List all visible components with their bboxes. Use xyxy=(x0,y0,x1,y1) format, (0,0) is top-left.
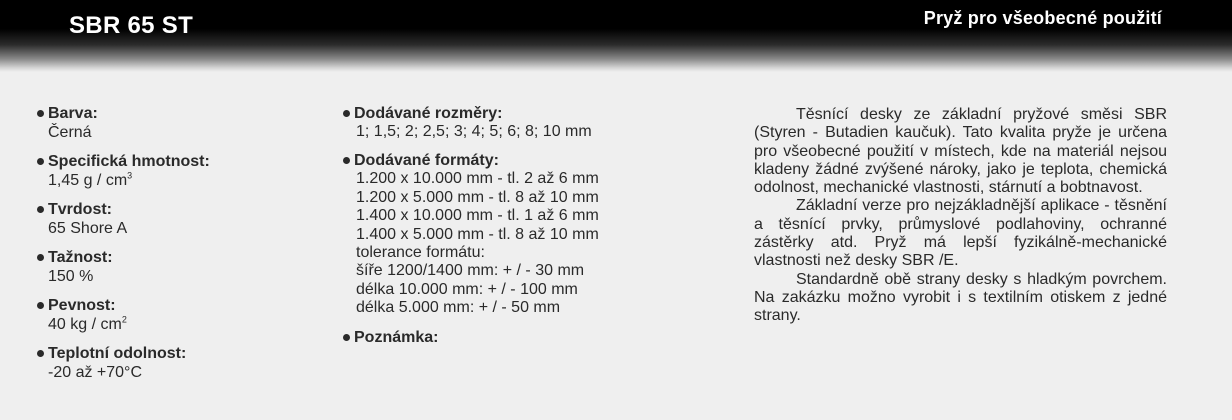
supply-formats xyxy=(343,151,643,317)
property-value: 65 Shore A xyxy=(48,220,128,237)
supply-sizes-value: 1; 1,5; 2; 2,5; 3; 4; 5; 6; 8; 10 mm xyxy=(356,123,592,140)
format-line: délka 5.000 mm: + / - 50 mm xyxy=(356,299,561,317)
page-subtitle: Pryž pro všeobecné použití xyxy=(923,8,1162,28)
format-line: 1.400 x 5.000 mm - tl. 8 až 10 mm xyxy=(356,225,599,243)
property-label: Barva: xyxy=(48,105,98,122)
property-elongation xyxy=(37,248,297,286)
description-column xyxy=(754,106,1167,326)
description-paragraph: Těsnící desky ze základní pryžové směsi SBR (Styren - Butadien kaučuk). Tato kvalita pryže je určena pro všeobecné použití v místech, kde na materiál nejsou kladeny žádné zvýšené nároky, jako je teplota, chemická odolnost, mechanické vlastnosti, stárnutí a bobtnavost. xyxy=(754,106,1167,197)
property-label: Teplotní odolnost: xyxy=(48,345,187,362)
property-value: Černá xyxy=(48,124,92,141)
property-value: 40 kg / $cm^2$ xyxy=(48,314,127,333)
format-line: délka 10.000 mm: + / - 100 mm xyxy=(356,280,578,298)
bullet-icon xyxy=(343,334,350,341)
properties-column xyxy=(37,104,297,392)
bullet-icon xyxy=(343,110,350,117)
format-line: 1.200 x 10.000 mm - tl. 2 až 6 mm xyxy=(356,170,599,188)
page-title: SBR 65 ST xyxy=(69,12,194,39)
property-temperature xyxy=(37,344,297,382)
bullet-icon xyxy=(37,206,44,213)
property-hardness xyxy=(37,200,297,238)
property-value: 1,45 g / $cm^3$ xyxy=(48,170,133,189)
format-line: 1.400 x 10.000 mm - tl. 1 až 6 mm xyxy=(356,207,599,225)
header-banner xyxy=(0,0,1232,72)
supply-note-label: Poznámka: xyxy=(354,328,439,346)
format-line: 1.200 x 5.000 mm - tl. 8 až 10 mm xyxy=(356,188,599,206)
bullet-icon xyxy=(343,157,350,164)
property-label: Tvrdost: xyxy=(48,201,112,218)
property-label: Tažnost: xyxy=(48,249,113,266)
supply-column xyxy=(343,104,643,357)
format-line: šíře 1200/1400 mm: + / - 30 mm xyxy=(356,262,585,280)
property-label: Specifická hmotnost: xyxy=(48,153,210,170)
bullet-icon xyxy=(37,302,44,309)
supply-sizes-label: Dodávané rozměry: xyxy=(354,105,503,122)
property-density xyxy=(37,152,297,190)
bullet-icon xyxy=(37,350,44,357)
bullet-icon xyxy=(37,110,44,117)
property-strength xyxy=(37,296,297,334)
bullet-icon xyxy=(37,158,44,165)
format-line: tolerance formátu: xyxy=(356,244,485,262)
supply-sizes xyxy=(343,104,643,141)
property-value: -20 až +70°C xyxy=(48,364,143,381)
property-label: Pevnost: xyxy=(48,297,116,314)
description-paragraph: Standardně obě strany desky s hladkým povrchem. Na zakázku možno vyrobit i s textilním otiskem z jedné strany. xyxy=(754,270,1167,325)
property-value: 150 % xyxy=(48,268,94,285)
description-paragraph: Základní verze pro nejzákladnější aplikace - těsnění a těsnící prvky, průmyslové podlahoviny, ochranné zástěrky atd. Pryž má lepší fyzikálně-mechanické vlastnosti než desky SBR /E. xyxy=(754,197,1167,270)
property-color xyxy=(37,104,297,142)
supply-note xyxy=(343,328,643,347)
supply-formats-label: Dodávané formáty: xyxy=(354,152,499,170)
bullet-icon xyxy=(37,254,44,261)
